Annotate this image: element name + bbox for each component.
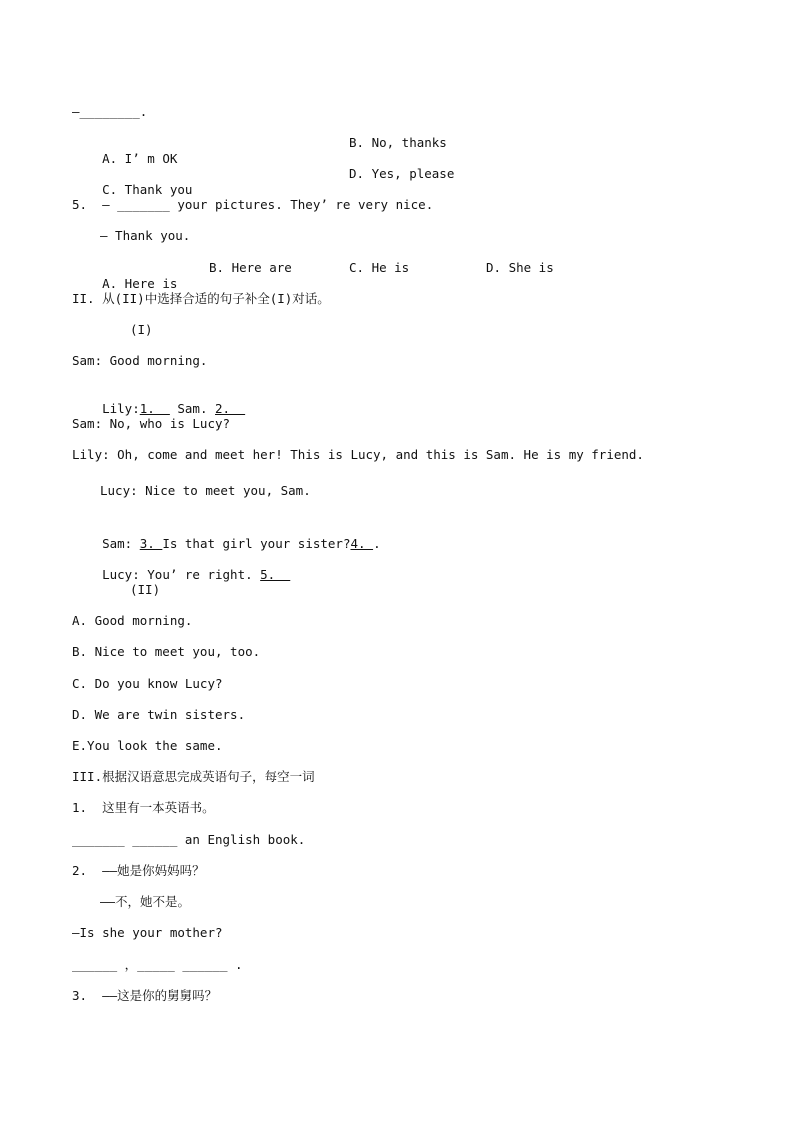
section2-part1-label: (I) <box>130 322 153 337</box>
item2-english-1: —Is she your mother? <box>72 925 223 940</box>
dialogue-text: Is that girl your sister? <box>162 536 351 551</box>
dialogue-line-5: Lucy: Nice to meet you, Sam. <box>100 483 311 498</box>
item1-english: _______ ______ an English book. <box>72 832 306 847</box>
choice-d: D. We are twin sisters. <box>72 707 246 722</box>
item2-chinese-1: 2. ——她是你妈妈吗？ <box>72 863 205 878</box>
blank-3: 3. <box>139 536 163 551</box>
q4-option-d: D. Yes, please <box>349 166 455 181</box>
q5-option-b: B. Here are <box>209 260 292 275</box>
section2-heading: II. 从(II)中选择合适的句子补全(I)对话。 <box>72 291 330 306</box>
blank-4: 4. <box>350 536 374 551</box>
q4-option-c: C. Thank you <box>102 182 193 197</box>
q4-option-b: B. No, thanks <box>349 135 447 150</box>
speaker-sam: Sam: <box>102 536 140 551</box>
item1-chinese: 1. 这里有一本英语书。 <box>72 800 215 815</box>
blank-1: 1. <box>139 401 170 416</box>
q5-answer: — Thank you. <box>100 228 191 243</box>
dialogue-line-3: Sam: No, who is Lucy? <box>72 416 231 431</box>
dialogue-line-7 <box>72 551 290 599</box>
section2-part2-label: (II) <box>130 582 161 597</box>
blank-2: 2. <box>215 401 246 416</box>
choice-e: E.You look the same. <box>72 738 223 753</box>
choice-a: A. Good morning. <box>72 613 193 628</box>
q4-option-a: A. I’ m OK <box>102 151 178 166</box>
section3-heading: III.根据汉语意思完成英语句子，每空一词 <box>72 769 315 784</box>
q5-option-c: C. He is <box>349 260 410 275</box>
dialogue-text: Sam. <box>169 401 216 416</box>
item2-chinese-2: ——不，她不是。 <box>100 894 191 909</box>
speaker-lily: Lily: <box>102 401 140 416</box>
q5-option-a: A. Here is <box>102 276 178 291</box>
q5-question: 5. — _______ your pictures. They’ re very nice. <box>72 197 434 212</box>
item2-english-2: ______ ，_____ ______ . <box>72 957 243 972</box>
item3-chinese: 3. ——这是你的舅舅吗？ <box>72 988 218 1003</box>
dialogue-text: Lucy: You’ re right. <box>102 567 261 582</box>
dialogue-line-1: Sam: Good morning. <box>72 353 208 368</box>
q5-option-d: D. She is <box>486 260 554 275</box>
dialogue-line-4: Lily: Oh, come and meet her! This is Lucy, and this is Sam. He is my friend. <box>72 447 644 462</box>
blank-5: 5. <box>260 567 291 582</box>
choice-c: C. Do you know Lucy? <box>72 676 223 691</box>
dialogue-text: . <box>373 536 381 551</box>
q4-answer-line: —________. <box>72 104 148 119</box>
choice-b: B. Nice to meet you, too. <box>72 644 261 659</box>
